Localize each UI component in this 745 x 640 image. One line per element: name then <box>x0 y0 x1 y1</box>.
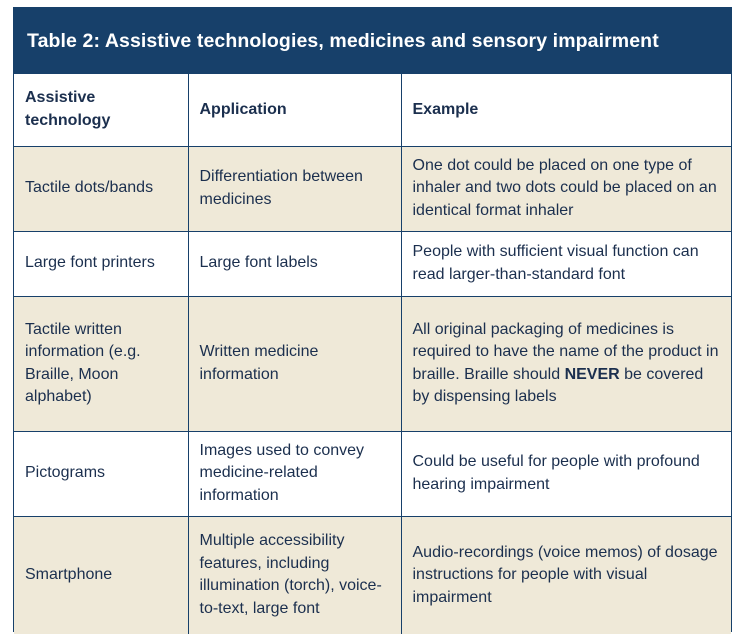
example-emphasis: NEVER <box>564 365 620 383</box>
cell-example: People with sufficient visual function can read larger-than-standard font <box>401 231 731 296</box>
cell-example: One dot could be placed on one type of inhaler and two dots could be placed on an identical format inhaler <box>401 146 731 231</box>
cell-example: Could be useful for people with profound hearing impairment <box>401 431 731 516</box>
table-container <box>13 7 732 632</box>
cell-application: Large font labels <box>188 231 401 296</box>
cell-application: Written medicine information <box>188 296 401 431</box>
assistive-technologies-table <box>14 74 731 634</box>
header-application: Application <box>188 74 401 146</box>
table-row <box>14 431 731 516</box>
cell-application: Differentiation between medicines <box>188 146 401 231</box>
table-title: Table 2: Assistive technologies, medicines and sensory impairment <box>14 8 731 74</box>
cell-example <box>401 296 731 431</box>
cell-technology: Smartphone <box>14 516 188 634</box>
cell-example: Audio-recordings (voice memos) of dosage instructions for people with visual impairment <box>401 516 731 634</box>
table-row <box>14 296 731 431</box>
cell-application: Multiple accessibility features, including illumination (torch), voice-to-text, large font <box>188 516 401 634</box>
example-text-before: All original packaging of medicines is required to have the name of the product in braille. Braille should <box>412 320 719 383</box>
table-row <box>14 516 731 634</box>
header-assistive-technology: Assistive technology <box>14 74 188 146</box>
cell-technology: Pictograms <box>14 431 188 516</box>
cell-technology: Tactile written information (e.g. Braille, Moon alphabet) <box>14 296 188 431</box>
table-row <box>14 146 731 231</box>
cell-application: Images used to convey medicine-related information <box>188 431 401 516</box>
table-row <box>14 231 731 296</box>
example-text-after: be covered by dispensing labels <box>412 365 704 405</box>
table-header-row <box>14 74 731 146</box>
cell-technology: Large font printers <box>14 231 188 296</box>
header-example: Example <box>401 74 731 146</box>
cell-technology: Tactile dots/bands <box>14 146 188 231</box>
